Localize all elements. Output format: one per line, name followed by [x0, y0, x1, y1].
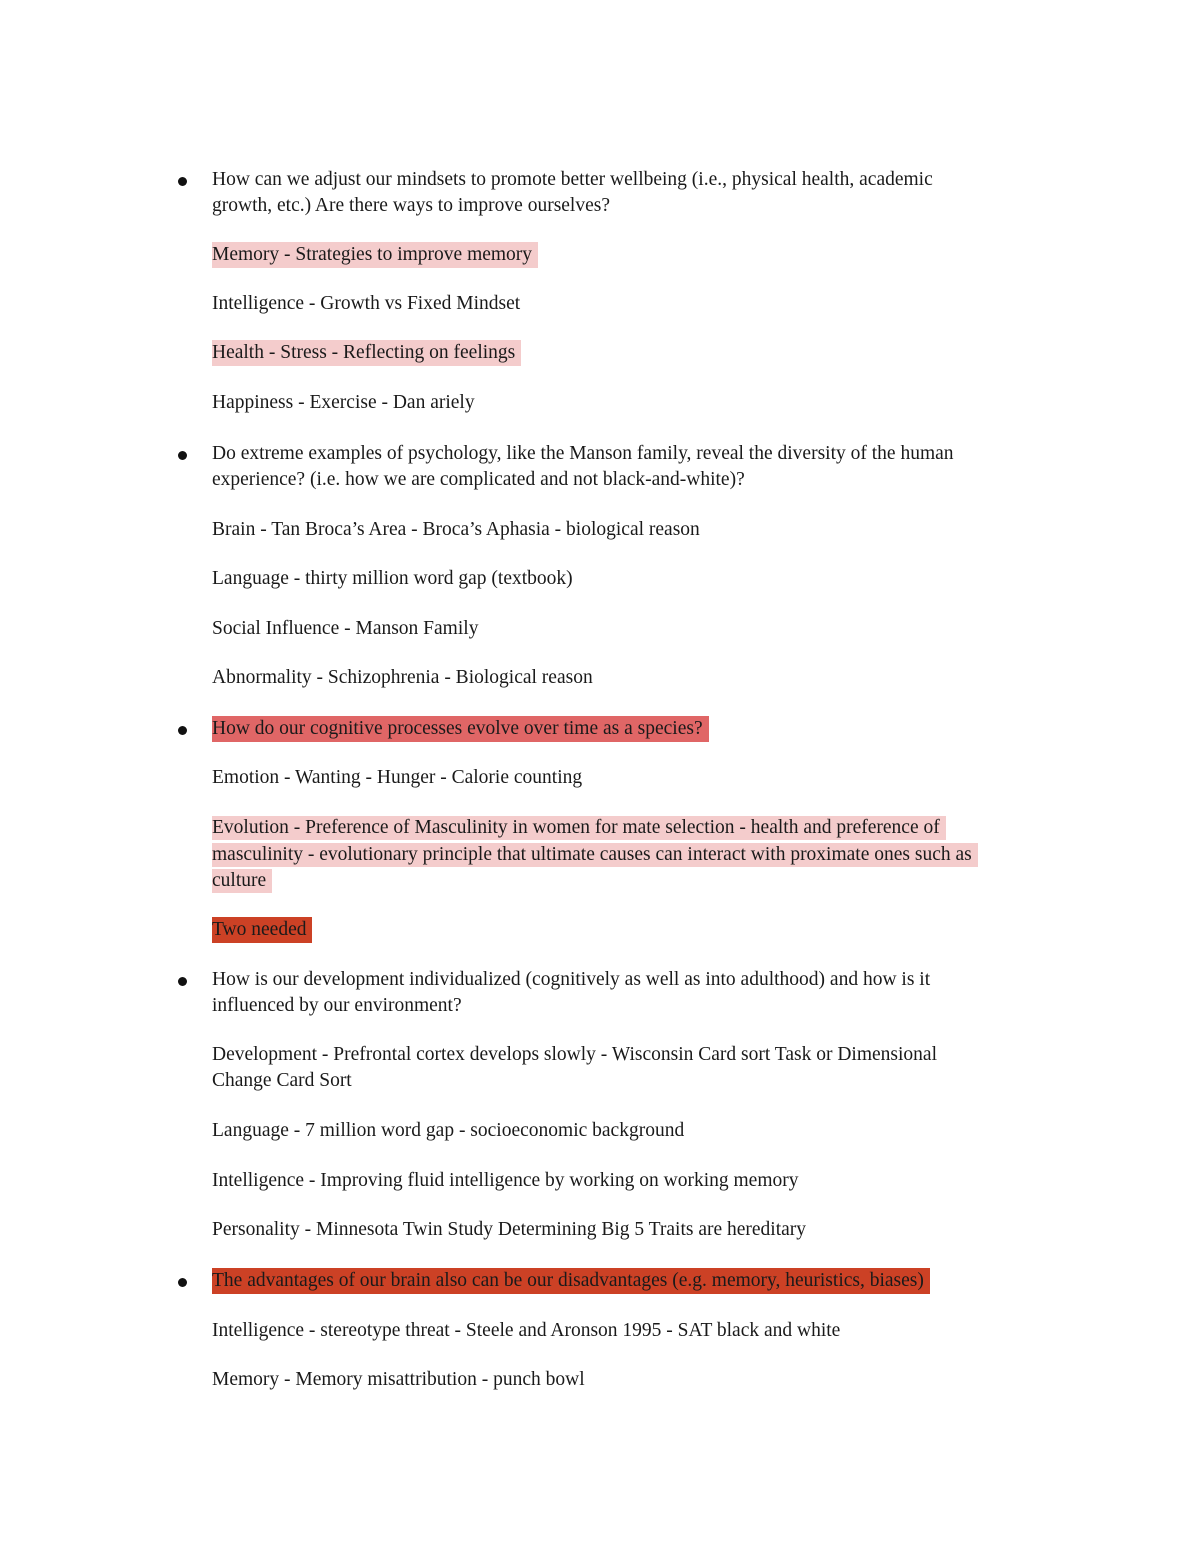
evolution-line	[212, 815, 978, 842]
question-4-line-2: influenced by our environment?	[212, 995, 462, 1016]
note-item	[212, 917, 312, 943]
highlighted-text: Evolution - Preference of Masculinity in women for mate selection - health and preference of	[212, 816, 946, 840]
question-4-line-1: How is our development individualized (cognitively as well as into adulthood) and how is it	[212, 969, 931, 990]
topic-item	[212, 340, 521, 366]
topic-item: Personality - Minnesota Twin Study Determining Big 5 Traits are hereditary	[212, 1219, 807, 1240]
highlighted-text: culture	[212, 869, 272, 893]
topic-item: Brain - Tan Broca’s Area - Broca’s Aphasia - biological reason	[212, 519, 700, 540]
bullet-point	[178, 726, 187, 735]
question-1-line-1: How can we adjust our mindsets to promote better wellbeing (i.e., physical health, academic	[212, 169, 933, 190]
evolution-line	[212, 842, 978, 869]
topic-item	[212, 242, 538, 268]
question-5-line-1	[212, 1268, 930, 1294]
bullet-point	[178, 1278, 187, 1287]
question-2-line-2: experience? (i.e. how we are complicated and not black-and-white)?	[212, 469, 745, 490]
question-3-line-1	[212, 716, 709, 742]
highlighted-text: Two needed	[212, 917, 312, 943]
topic-item: Intelligence - Improving fluid intelligence by working on working memory	[212, 1170, 799, 1191]
topic-item: Language - 7 million word gap - socioeconomic background	[212, 1120, 685, 1141]
bullet-point	[178, 451, 187, 460]
topic-item: Happiness - Exercise - Dan ariely	[212, 392, 475, 413]
topic-item: Social Influence - Manson Family	[212, 618, 479, 639]
development-line-2: Change Card Sort	[212, 1070, 352, 1091]
question-2-line-1: Do extreme examples of psychology, like the Manson family, reveal the diversity of the human	[212, 443, 954, 464]
highlighted-text: Health - Stress - Reflecting on feelings	[212, 340, 521, 366]
topic-item: Language - thirty million word gap (textbook)	[212, 568, 573, 589]
bullet-point	[178, 977, 187, 986]
highlighted-text: The advantages of our brain also can be our disadvantages (e.g. memory, heuristics, biases)	[212, 1268, 930, 1294]
development-line-1: Development - Prefrontal cortex develops slowly - Wisconsin Card sort Task or Dimensional	[212, 1044, 937, 1065]
question-1-line-2: growth, etc.) Are there ways to improve ourselves?	[212, 195, 610, 216]
topic-item: Intelligence - Growth vs Fixed Mindset	[212, 293, 521, 314]
highlighted-text: Memory - Strategies to improve memory	[212, 242, 538, 268]
evolution-line	[212, 868, 978, 895]
bullet-point	[178, 177, 187, 186]
topic-item: Emotion - Wanting - Hunger - Calorie counting	[212, 767, 583, 788]
evolution-item	[212, 815, 978, 895]
highlighted-text: How do our cognitive processes evolve over time as a species?	[212, 716, 709, 742]
topic-item: Intelligence - stereotype threat - Steele and Aronson 1995 - SAT black and white	[212, 1320, 841, 1341]
topic-item: Memory - Memory misattribution - punch bowl	[212, 1369, 585, 1390]
highlighted-text: masculinity - evolutionary principle that ultimate causes can interact with proximate ones such as	[212, 843, 978, 867]
topic-item: Abnormality - Schizophrenia - Biological reason	[212, 667, 593, 688]
